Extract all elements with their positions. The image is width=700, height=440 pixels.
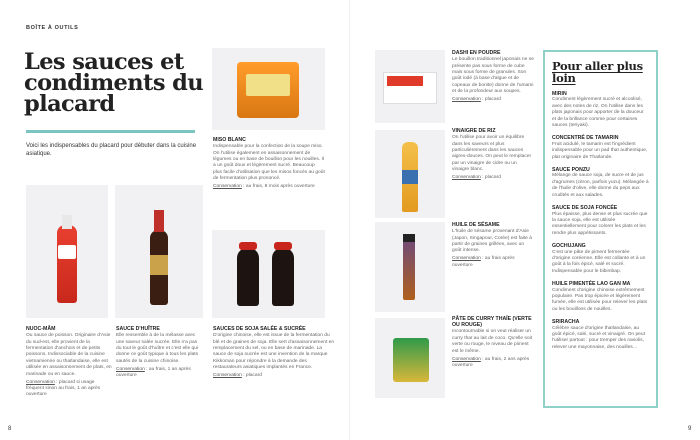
item-title: PÂTE DE CURRY THAÏE (VERTE OU ROUGE) [452, 316, 532, 329]
item-rice-vinegar [452, 128, 534, 183]
item-title: HUILE DE SÉSAME [452, 222, 500, 228]
item-title: SAUCE D'HUÎTRE [116, 326, 160, 332]
item-curry-paste [452, 316, 534, 371]
sidebar-item-body: Célèbre sauce d'origine thaïlandaise, au goût épicé, salé, sucré et vinaigré. On peut l'utiliser partout : pour tremper des raviolis, relever une mayonnaise, des nouilles… [552, 325, 645, 350]
item-body: L'huile de sésame provenant d'Asie (Japon, Singapour, Corée) est faite à partir de graines grillées, avec un goût intense. [452, 229, 532, 254]
sidebar-item-title: HUILE PIMENTÉE LAO GAN MA [552, 281, 631, 288]
page-title: Les sauces et condiments du placard [24, 49, 204, 117]
dashi-photo [375, 50, 445, 123]
item-dashi [452, 50, 534, 105]
item-body: On l'utilise pour avoir un équilibre dans les saveurs et plus particulièrement dans les sauces aigres-douces. On peut le remplacer par un vinaigre de cidre ou un vinaigre blanc. [452, 135, 532, 173]
page-number-left: 8 [8, 426, 12, 432]
title-underline [26, 130, 195, 133]
miso-photo [212, 48, 325, 130]
conservation-label: Conservation [452, 175, 481, 181]
sidebar-item-title: GOCHUJANG [552, 243, 586, 250]
conservation-label: Conservation [452, 97, 481, 103]
oyster-sauce-photo [115, 185, 203, 318]
item-body: D'origine chinoise, elle est issue de la fermentation du blé et de graines de soja. Elle sert d'assaisonnement en remplacement du sel, ou en base de marinade. La sauce de soja sucrée est une invention de la marque Kikkoman pour répondre à la demande des restaurateurs asiatiques implantés en France. [213, 333, 335, 371]
sidebar-item-title: SAUCE DE SOJA FONCÉE [552, 205, 618, 212]
conservation-label: Conservation [213, 184, 242, 190]
item-soy-sauce [213, 326, 335, 381]
nuoc-mam-photo [26, 185, 108, 318]
sidebar-item-body: Fruit acidulé, le tamarin est l'ingrédient indispensable pour un pad thaï authentique, plat originaire de Thaïlande. [552, 141, 648, 160]
sidebar-item-title: SAUCE PONZU [552, 167, 590, 174]
sidebar-item-body: Plus épaisse, plus dense et plus sucrée que la sauce soja, elle est utilisée essentiellement pour colorer les plats et les rendre plus appétissants. [552, 211, 648, 236]
conservation-value: : au frais, 1 an après ouverture [116, 366, 191, 379]
item-sesame-oil [452, 222, 534, 271]
conservation-label: Conservation [116, 366, 145, 372]
conservation-value: : au frais après ouverture [452, 256, 515, 268]
sidebar-item-body: Condiment d'origine chinoise extrêmement populaire. Pas trop épicée et légèrement fumée, elle est utilisée pour relever les plats ou les bouillons de nouilles. [552, 287, 648, 312]
page-gutter [349, 0, 351, 440]
conservation-value: : placard [241, 373, 262, 379]
soy-sauce-photo [212, 230, 325, 318]
item-title: MISO BLANC [213, 137, 246, 143]
item-title: NUOC-MÂM [26, 326, 56, 332]
item-body: Incontournable si on veut réaliser un curry thaï au lait de coco. Qu'elle soit verte ou rouge, le niveau de piment est le même. [452, 329, 533, 354]
page-number-right: 9 [688, 426, 692, 432]
sidebar-item-title: SRIRACHA [552, 319, 580, 326]
sidebar-item-body: Condiment légèrement sucré et alcoolisé, avec des notes de riz. On l'utilise dans les plats japonais pour apporter de la douceur et de la brillance comme pour certaines sauces (teriyaki). [552, 97, 644, 129]
item-miso [213, 137, 325, 192]
conservation-label: Conservation [213, 373, 242, 379]
item-title: VINAIGRE DE RIZ [452, 128, 496, 134]
conservation-value: : placard [480, 175, 501, 181]
intro-text: Voici les indispensables du placard pour débuter dans la cuisine asiatique. [26, 143, 197, 157]
item-body: Le bouillon traditionnel japonais ne se présente pas sous forme de cube mais sous forme de granules. Son goût iodé (à base d'algue et de copeaux de bonite) donne de l'umami et de la profondeur aux soupes. [452, 57, 534, 95]
conservation-value: : au frais, 2 ans après ouverture [452, 356, 530, 368]
sidebar-item-body: Mélange de sauce soja, de sucre et de jus d'agrumes (citron, parfois yuzu). Mélangée à de l'huile d'olive, elle donne du peps aux crudités et aux salades. [552, 173, 649, 198]
sidebar-item-title: MIRIN [552, 91, 567, 97]
conservation-value: : placard [480, 97, 501, 103]
item-body: Indispensable pour la confection de la soupe miso. On l'utilise également en assaisonnement de légumes ou en base de bouillon pour les nouilles. Il a un goût doux et légèrement sucré. Beaucoup plus facile d'utilisation que les misos foncés au goût de fermentation plus prononcé. [213, 144, 325, 182]
item-body: Elle ressemble à de la mélasse avec une saveur salée sucrée. Elle n'a pas du tout le goût d'huître et c'est elle qui donne ce goût typique à tous les plats sautés de la cuisine chinoise. [116, 333, 199, 364]
sesame-oil-photo [375, 222, 445, 312]
item-title: DASHI EN POUDRE [452, 50, 501, 56]
curry-paste-photo [375, 318, 445, 398]
item-title: SAUCES DE SOJA SALÉE & SUCRÉE [213, 326, 306, 332]
conservation-value: : placard si usage fréquent sinon au frais, 1 an après ouverture [26, 379, 101, 398]
conservation-value: : au frais, 8 mois après ouverture [241, 184, 315, 190]
item-body: Ou sauce de poisson. Originaire d'Asie du sud-est, elle provient de la fermentation d'anchois et de petits poissons. Indissociable de la cuisine vietnamienne ou thaïlandaise, elle est utilisée en assaisonnement de plats, en marinade ou en sauce. [26, 333, 112, 377]
item-oyster-sauce [116, 326, 200, 381]
item-nuoc-mam [26, 326, 112, 400]
conservation-label: Conservation [452, 356, 481, 362]
sidebar-item-body: C'est une pâte de piment fermentée d'origine coréenne. Elle est collante et à un goût à la fois épicé, salé et sucré. Indispensable pour le bibimbap. [552, 249, 646, 274]
sidebar-further-reading [543, 50, 658, 408]
sidebar-title: Pour aller plus loin [552, 59, 643, 85]
rice-vinegar-photo [375, 130, 445, 218]
conservation-label: Conservation [26, 379, 55, 385]
sidebar-item-title: CONCENTRÉ DE TAMARIN [552, 135, 619, 142]
conservation-label: Conservation [452, 256, 481, 262]
section-kicker: BOÎTE À OUTILS [26, 25, 79, 31]
